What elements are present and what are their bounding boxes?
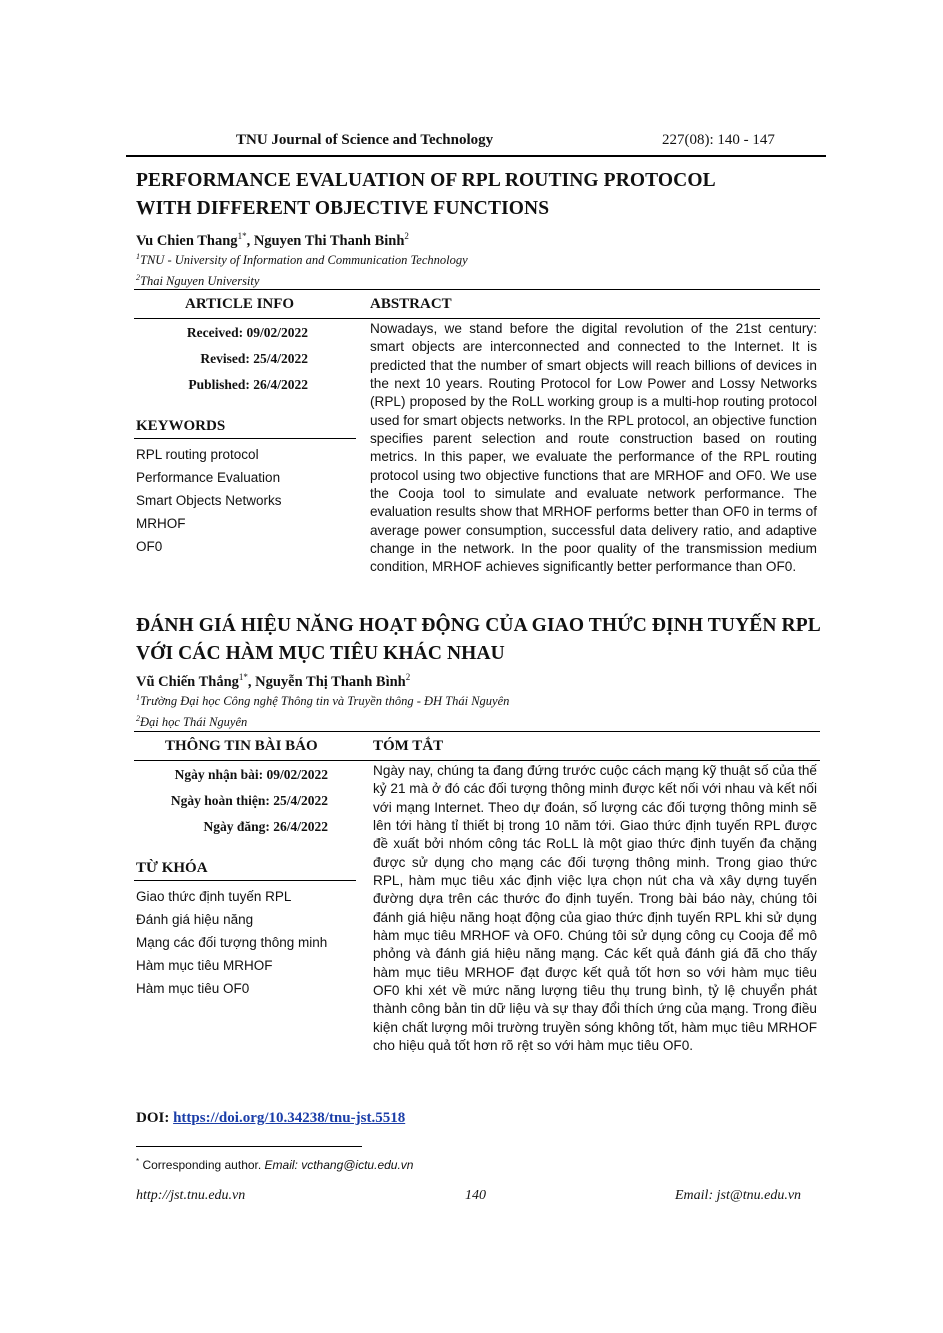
vietnamese-title-line2: VỚI CÁC HÀM MỤC TIÊU KHÁC NHAU xyxy=(136,643,505,664)
issue-pages: 227(08): 140 - 147 xyxy=(662,132,775,148)
doi-link[interactable]: https://doi.org/10.34238/tnu-jst.5518 xyxy=(173,1110,406,1126)
vietnamese-dates xyxy=(106,762,328,840)
english-affiliations xyxy=(136,248,468,290)
vietnamese-title xyxy=(136,612,836,668)
affiliation-2 xyxy=(136,269,468,290)
keyword-item: Hàm mục tiêu MRHOF xyxy=(136,958,273,973)
received-date: Ngày nhận bài: 09/02/2022 xyxy=(174,767,328,782)
revised-date: Revised: 25/4/2022 xyxy=(200,351,308,366)
keywords-heading: KEYWORDS xyxy=(136,418,226,434)
affiliation-1 xyxy=(136,689,509,710)
journal-name: TNU Journal of Science and Technology xyxy=(236,132,494,148)
keywords-rule xyxy=(134,438,356,439)
english-keywords xyxy=(136,443,282,558)
keyword-item: MRHOF xyxy=(136,516,186,531)
footnote xyxy=(136,1157,413,1172)
author-2: Nguyễn Thị Thanh Bình xyxy=(255,673,406,690)
author-2-mark: 2 xyxy=(405,672,411,682)
header-rule xyxy=(126,155,826,157)
author-2: Nguyen Thi Thanh Binh xyxy=(253,232,405,249)
affiliation-2-mark: 2 xyxy=(136,273,140,283)
english-info-rule xyxy=(134,289,820,290)
keyword-item: Đánh giá hiệu năng xyxy=(136,912,254,927)
vietnamese-abstract: Ngày nay, chúng ta đang đứng trước cuộc cách mạng kỹ thuật số của thế kỷ 21 mà ở đó các đối tượng thông minh được kết nối với nhau và kết nối với mạng Internet. Theo dự đoán, số lượng các đối tượng thông minh sẽ lên tới hàng tỉ thiết bị trong 10 năm tới. Giao thức định tuyến RPL được đề xuất bởi nhóm công tác RoLL là một giao thức định tuyến đa chặng được sử dụng cho mạng các đối tượng thông minh. Trong giao thức RPL, hàm mục tiêu xác định việc lựa chọn nút cha và xây dựng tuyến đường dựa trên các thước đo định tuyến. Trong bài báo này, chúng tôi đánh giá hiệu năng hoạt động của giao thức định tuyến RPL khi sử dụng hàm mục tiêu MRHOF và OF0. Chúng tôi sử dụng công cụ Cooja để mô phỏng và đánh giá hiệu năng mạng. Các kết quả đánh giá đã cho thấy hàm mục tiêu MRHOF đạt được kết quả tốt hơn so với hàm mục tiêu OF0 khi xét về mức năng lượng tiêu thụ trung bình, tỷ lệ chuyển phát thành công bản tin dữ liệu và sự thay đổi thích ứng của mạng. Trong điều kiện chất lượng môi trường truyền sóng không tốt, hàm mục tiêu MRHOF cho hiệu quả tốt hơn rõ rệt so với hàm mục tiêu OF0. xyxy=(373,763,817,1054)
english-header-rule xyxy=(134,318,820,319)
keyword-item: Hàm mục tiêu OF0 xyxy=(136,981,250,996)
corresponding-email: Email: vcthang@ictu.edu.vn xyxy=(264,1158,414,1172)
footnote-text: Corresponding author. xyxy=(139,1158,265,1172)
footer-page-number: 140 xyxy=(465,1188,486,1203)
english-title xyxy=(136,167,836,223)
affiliation-1 xyxy=(136,248,468,269)
vietnamese-info-rule xyxy=(134,731,820,732)
vietnamese-authors xyxy=(136,672,410,691)
affiliation-2-text: Thai Nguyen University xyxy=(140,274,260,289)
vietnamese-affiliations xyxy=(136,689,509,731)
keyword-item: OF0 xyxy=(136,539,163,554)
affiliation-1-text: TNU - University of Information and Communication Technology xyxy=(140,253,468,268)
tom-tat-heading: TÓM TẮT xyxy=(373,738,444,754)
footnote-rule xyxy=(136,1146,362,1147)
english-abstract: Nowadays, we stand before the digital revolution of the 21st century: smart objects are interconnected and connected to the Internet. It is predicted that the number of smart objects will reach billions of devices in the next 10 years. Routing Protocol for Low Power and Lossy Networks (RPL) proposed by the RoLL working group is a multi-hop routing protocol used for smart objects networks. In the RPL protocol, an objective function specifies parent selection and route construction based on routing metrics. In this paper, we evaluate the performance of the RPL routing protocol using two objective functions that are MRHOF and OF0. We use the Cooja tool to simulate and evaluate network performance. The evaluation results show that MRHOF performs better than OF0 in terms of average power consumption, successful data delivery ratio, and adaptive change in the network. In the poor quality of the transmission medium condition, MRHOF achieves significantly better performance than OF0. xyxy=(370,321,817,575)
english-dates xyxy=(86,320,308,398)
affiliation-2-mark: 2 xyxy=(136,714,140,724)
author-1-mark: 1* xyxy=(237,231,247,241)
tu-khoa-rule xyxy=(134,880,356,881)
revised-date: Ngày hoàn thiện: 25/4/2022 xyxy=(170,793,328,808)
author-1-mark: 1* xyxy=(238,672,248,682)
keyword-item: RPL routing protocol xyxy=(136,447,259,462)
keyword-item: Giao thức định tuyến RPL xyxy=(136,889,292,904)
published-date: Published: 26/4/2022 xyxy=(188,377,308,392)
keyword-item: Smart Objects Networks xyxy=(136,493,282,508)
footer-website: http://jst.tnu.edu.vn xyxy=(136,1188,246,1203)
keyword-item: Mạng các đối tượng thông minh xyxy=(136,935,328,950)
received-date: Received: 09/02/2022 xyxy=(186,325,308,340)
author-separator: , xyxy=(246,232,254,249)
author-1: Vũ Chiến Thắng xyxy=(136,673,239,690)
abstract-heading: ABSTRACT xyxy=(370,296,452,312)
affiliation-1-mark: 1 xyxy=(136,252,140,261)
affiliation-1-text: Trường Đại học Công nghệ Thông tin và Truyền thông - ĐH Thái Nguyên xyxy=(140,694,510,709)
affiliation-2 xyxy=(136,710,509,731)
vietnamese-keywords xyxy=(136,885,327,1000)
author-2-mark: 2 xyxy=(404,231,409,241)
author-1: Vu Chien Thang xyxy=(136,232,238,249)
published-date: Ngày đăng: 26/4/2022 xyxy=(203,819,328,834)
affiliation-2-text: Đại học Thái Nguyên xyxy=(140,715,248,730)
english-title-line2: WITH DIFFERENT OBJECTIVE FUNCTIONS xyxy=(136,198,550,219)
english-title-line1: PERFORMANCE EVALUATION OF RPL ROUTING PROTOCOL xyxy=(136,170,716,191)
thong-tin-heading: THÔNG TIN BÀI BÁO xyxy=(165,738,318,754)
vietnamese-header-rule xyxy=(134,760,820,761)
doi-line xyxy=(136,1110,405,1127)
author-separator: , xyxy=(247,673,256,690)
tu-khoa-heading: TỪ KHÓA xyxy=(136,860,208,876)
footnote-mark: * xyxy=(136,1157,140,1166)
footer-email: Email: jst@tnu.edu.vn xyxy=(675,1188,802,1203)
keyword-item: Performance Evaluation xyxy=(136,470,281,485)
article-info-heading: ARTICLE INFO xyxy=(185,296,295,312)
vietnamese-title-line1: ĐÁNH GIÁ HIỆU NĂNG HOẠT ĐỘNG CỦA GIAO THỨC ĐỊNH TUYẾN RPL xyxy=(136,615,821,636)
english-authors xyxy=(136,231,409,250)
doi-label: DOI: xyxy=(136,1110,174,1126)
affiliation-1-mark: 1 xyxy=(136,693,140,702)
